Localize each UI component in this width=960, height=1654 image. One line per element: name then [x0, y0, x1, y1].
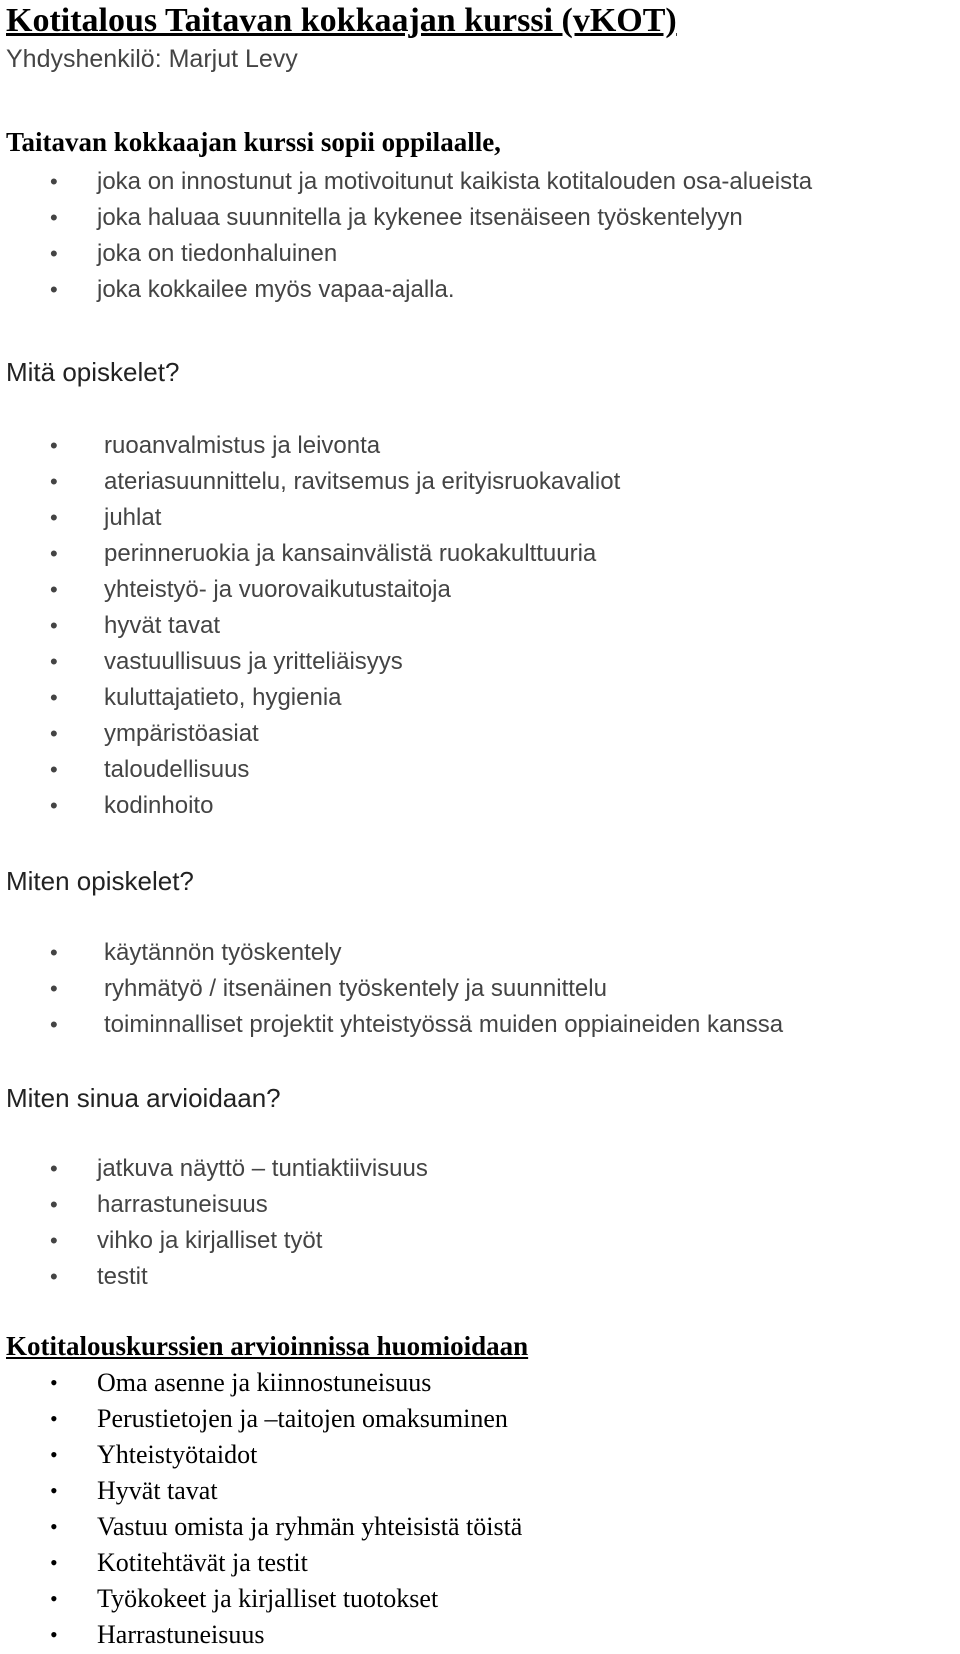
list-item-text: joka on innostunut ja motivoitunut kaikista kotitalouden osa-alueista [97, 168, 813, 195]
bullet-icon: • [50, 241, 58, 266]
bullet-icon: • [50, 433, 58, 458]
list-item-text: Oma asenne ja kiinnostuneisuus [97, 1368, 432, 1397]
bullet-icon: • [50, 1370, 58, 1395]
bullet-icon: • [50, 1622, 58, 1647]
list-item-text: käytännön työskentely [104, 939, 342, 966]
bullet-icon: • [50, 1406, 58, 1431]
bullet-icon: • [50, 685, 58, 710]
bullet-icon: • [50, 1514, 58, 1539]
list-item-text: ryhmätyö / itsenäinen työskentely ja suunnittelu [104, 975, 607, 1002]
bullet-icon: • [50, 205, 58, 230]
list-item-text: yhteistyö- ja vuorovaikutustaitoja [104, 576, 451, 603]
page-title: Kotitalous Taitavan kokkaajan kurssi (vKOT) [6, 2, 677, 39]
list-item-text: toiminnalliset projektit yhteistyössä muiden oppiaineiden kanssa [104, 1011, 784, 1038]
suitable-heading: Taitavan kokkaajan kurssi sopii oppilaalle, [6, 127, 501, 157]
bullet-icon: • [50, 1264, 58, 1289]
bullet-icon: • [50, 505, 58, 530]
criteria-heading: Kotitalouskurssien arvioinnissa huomioidaan [6, 1331, 529, 1361]
list-item-text: hyvät tavat [104, 612, 221, 639]
bullet-icon: • [50, 649, 58, 674]
bullet-icon: • [50, 1228, 58, 1253]
list-item-text: ruoanvalmistus ja leivonta [104, 432, 381, 459]
bullet-icon: • [50, 1192, 58, 1217]
list-item-text: vastuullisuus ja yritteliäisyys [104, 648, 403, 675]
bullet-icon: • [50, 940, 58, 965]
list-item-text: ympäristöasiat [104, 720, 259, 747]
list-item-text: perinneruokia ja kansainvälistä ruokakulttuuria [104, 540, 597, 567]
assessment-heading: Miten sinua arvioidaan? [6, 1083, 281, 1113]
list-item-text: Yhteistyötaidot [97, 1440, 258, 1469]
list-item-text: vihko ja kirjalliset työt [97, 1227, 323, 1254]
bullet-icon: • [50, 1550, 58, 1575]
bullet-icon: • [50, 613, 58, 638]
bullet-icon: • [50, 169, 58, 194]
list-item-text: joka kokkailee myös vapaa-ajalla. [97, 276, 455, 303]
bullet-icon: • [50, 1442, 58, 1467]
list-item-text: Kotitehtävät ja testit [97, 1548, 308, 1577]
list-item-text: Harrastuneisuus [97, 1620, 265, 1649]
bullet-icon: • [50, 1156, 58, 1181]
list-item-text: testit [97, 1263, 148, 1290]
list-item-text: kuluttajatieto, hygienia [104, 684, 342, 711]
list-item-text: juhlat [104, 504, 162, 531]
list-item-text: jatkuva näyttö – tuntiaktiivisuus [97, 1155, 428, 1182]
bullet-icon: • [50, 277, 58, 302]
list-item-text: joka haluaa suunnitella ja kykenee itsenäiseen työskentelyyn [97, 204, 743, 231]
list-item-text: ateriasuunnittelu, ravitsemus ja erityisruokavaliot [104, 468, 621, 495]
list-item-text: Perustietojen ja –taitojen omaksuminen [97, 1404, 508, 1433]
list-item-text: Vastuu omista ja ryhmän yhteisistä töistä [97, 1512, 523, 1541]
list-item-text: Hyvät tavat [97, 1476, 218, 1505]
bullet-icon: • [50, 721, 58, 746]
list-item-text: taloudellisuus [104, 756, 250, 783]
bullet-icon: • [50, 976, 58, 1001]
bullet-icon: • [50, 469, 58, 494]
bullet-icon: • [50, 577, 58, 602]
bullet-icon: • [50, 1586, 58, 1611]
list-item-text: joka on tiedonhaluinen [97, 240, 338, 267]
how-heading: Miten opiskelet? [6, 866, 194, 896]
bullet-icon: • [50, 1012, 58, 1037]
list-item-text: kodinhoito [104, 792, 214, 819]
bullet-icon: • [50, 1478, 58, 1503]
bullet-icon: • [50, 793, 58, 818]
what-heading: Mitä opiskelet? [6, 357, 180, 387]
contact-person: Yhdyshenkilö: Marjut Levy [6, 45, 298, 73]
bullet-icon: • [50, 757, 58, 782]
list-item-text: harrastuneisuus [97, 1191, 268, 1218]
list-item-text: Työkokeet ja kirjalliset tuotokset [97, 1584, 439, 1613]
bullet-icon: • [50, 541, 58, 566]
